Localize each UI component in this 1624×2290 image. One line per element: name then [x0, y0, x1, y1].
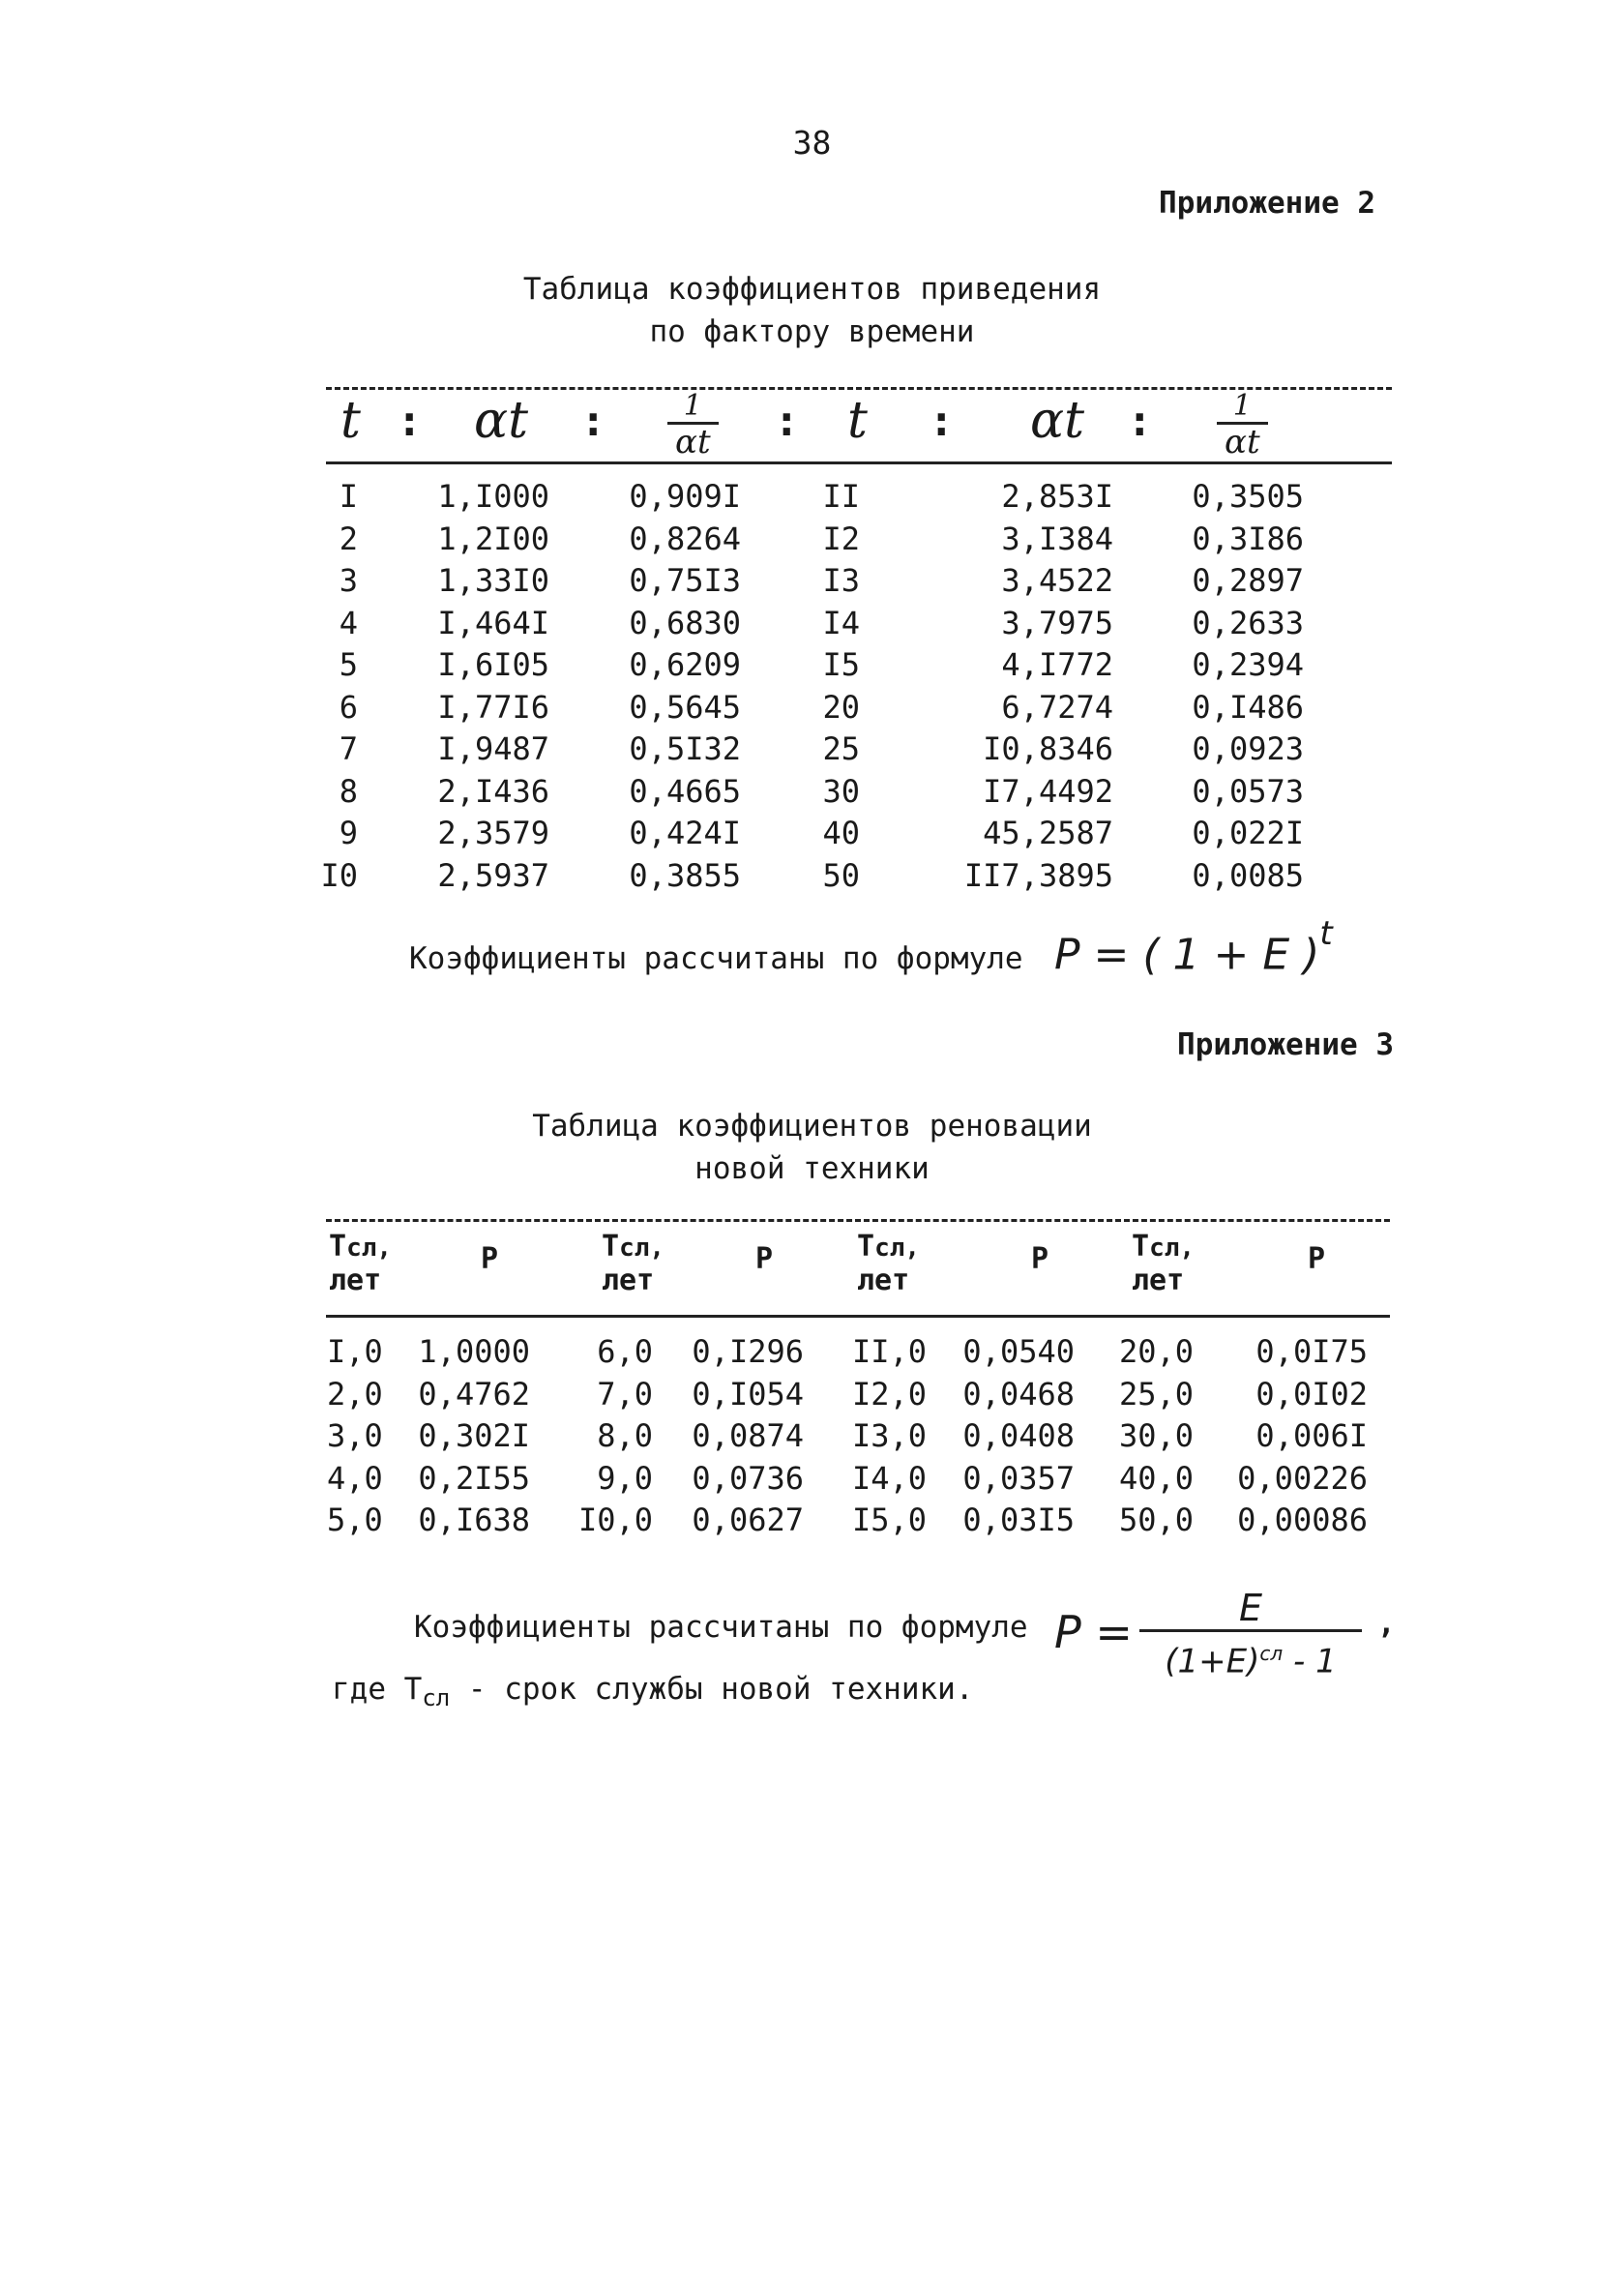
table-header-rule: [326, 461, 1392, 464]
caption-line-2: по фактору времени: [649, 314, 975, 349]
table-row: 9 2,3579 0,424I 40 45,2587 0,022I: [339, 815, 1304, 851]
header-p-3: P: [1031, 1242, 1049, 1276]
table-row: 7 I,9487 0,5I32 25 I0,8346 0,0923: [339, 730, 1304, 767]
service-life-definition: где $T_{сл}$ - срок службы новой техники.: [332, 1672, 974, 1712]
header-p-4: P: [1308, 1242, 1326, 1276]
table-row: 3,0 0,302I 8,0 0,0874 I3,0 0,0408 30,0 0,006I: [327, 1417, 1368, 1454]
fraction-denominator: αt: [1217, 422, 1268, 460]
table-top-rule: [326, 1219, 1390, 1222]
header-service-life-3: Tсл, лет: [857, 1230, 921, 1297]
fraction-denominator: αt: [667, 422, 719, 460]
formula-renovation-fraction: [1139, 1587, 1362, 1682]
caption-line-2: новой техники: [694, 1151, 930, 1186]
header-inverse-alpha-2: [1217, 391, 1268, 460]
table-row: 2,0 0,4762 7,0 0,I054 I2,0 0,0468 25,0 0,0I02: [327, 1375, 1368, 1413]
table-row: 6 I,77I6 0,5645 20 6,7274 0,I486: [339, 688, 1304, 726]
table-row: 2 1,2I00 0,8264 I2 3,I384 0,3I86: [339, 520, 1304, 557]
formula-numerator: E: [1238, 1587, 1262, 1629]
table-top-rule: [326, 387, 1392, 390]
formula-denominator: $(1+E)^{сл} - 1$: [1139, 1629, 1362, 1682]
header-separator: :: [580, 397, 606, 446]
header-separator: :: [774, 397, 800, 446]
formula-exponent: t: [1319, 914, 1333, 953]
header-separator: :: [1127, 397, 1153, 446]
formula-compounding: [1054, 914, 1333, 980]
caption-line-1: Таблица коэффициентов приведения: [522, 272, 1102, 307]
table-row: 8 2,I436 0,4665 30 I7,4492 0,0573: [339, 772, 1304, 810]
formula-comma: ,: [1377, 1606, 1396, 1641]
formula-note: Коэффициенты рассчитаны по формуле: [414, 1610, 1028, 1645]
appendix-3-label: Приложение 3: [1177, 1027, 1394, 1062]
caption-line-1: Таблица коэффициентов реновации: [532, 1109, 1092, 1144]
table-row: I 1,I000 0,909I II 2,853I 0,3505: [339, 478, 1304, 515]
header-t-2: t: [847, 392, 868, 450]
renovation-table: [327, 1331, 1368, 1542]
table-row: 5 I,6I05 0,6209 I5 4,I772 0,2394: [339, 646, 1304, 683]
table-header-rule: [326, 1315, 1390, 1318]
header-alpha-2: αt: [1030, 392, 1085, 450]
appendix-2-label: Приложение 2: [1159, 186, 1375, 221]
fraction-numerator: 1: [683, 389, 702, 423]
table-row: 4,0 0,2I55 9,0 0,0736 I4,0 0,0357 40,0 0,00226: [327, 1459, 1368, 1497]
header-alpha: αt: [474, 392, 529, 450]
header-service-life-2: Tсл, лет: [602, 1230, 665, 1297]
fraction-numerator: 1: [1232, 389, 1252, 423]
header-separator: :: [397, 397, 423, 446]
table-row: 4 I,464I 0,6830 I4 3,7975 0,2633: [339, 604, 1304, 641]
header-service-life-4: Tсл, лет: [1132, 1230, 1196, 1297]
header-t: t: [340, 392, 361, 450]
formula-base: P = ( 1 + E ): [1054, 930, 1320, 980]
header-inverse-alpha: [667, 391, 719, 460]
table-row: 5,0 0,I638 I0,0 0,0627 I5,0 0,03I5 50,0 0,00086: [327, 1502, 1368, 1538]
appendix-3-caption: [0, 1105, 1624, 1190]
page-number: 38: [792, 124, 832, 162]
formula-lhs: P =: [1054, 1606, 1133, 1658]
header-service-life: Tсл, лет: [329, 1230, 393, 1297]
header-p: P: [481, 1242, 499, 1276]
formula-note: Коэффициенты рассчитаны по формуле: [409, 941, 1023, 976]
table-row: I0 2,5937 0,3855 50 II7,3895 0,0085: [320, 856, 1304, 894]
table-row: 3 1,33I0 0,75I3 I3 3,4522 0,2897: [339, 562, 1304, 599]
header-separator: :: [929, 397, 955, 446]
header-p-2: P: [755, 1242, 774, 1276]
time-factor-table: [271, 476, 1304, 897]
appendix-2-caption: [0, 268, 1624, 353]
table-row: I,0 1,0000 6,0 0,I296 II,0 0,0540 20,0 0,0I75: [327, 1333, 1368, 1370]
